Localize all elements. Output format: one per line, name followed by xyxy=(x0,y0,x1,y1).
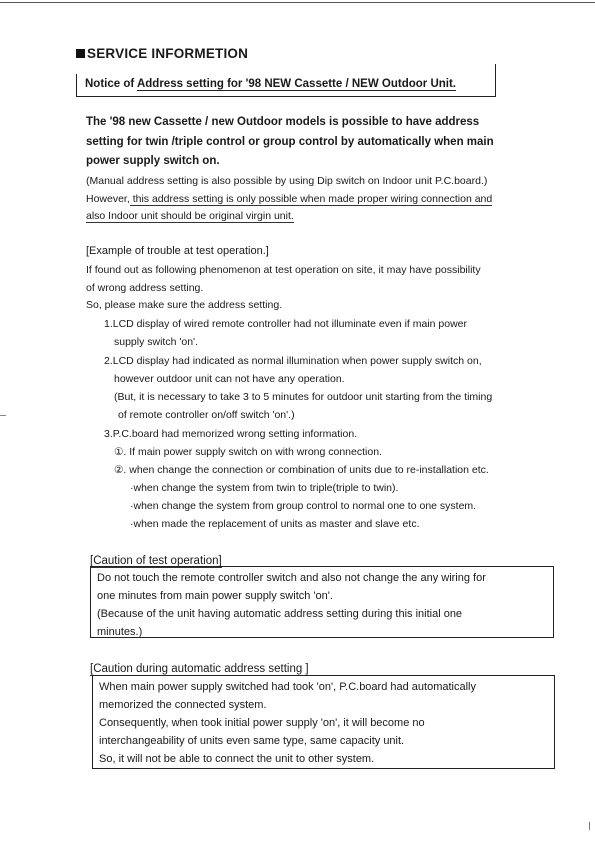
item-2-line-1: 2.LCD display had indicated as normal illumination when power supply switch on, xyxy=(104,355,482,367)
item-3-dash-2: ·when change the system from group control to normal one to one system. xyxy=(130,500,477,512)
notice-underlined: Address setting for '98 NEW Cassette / NEW Outdoor Unit. xyxy=(136,78,456,90)
example-heading: [Example of trouble at test operation.] xyxy=(86,245,269,257)
example-intro-2: of wrong address setting. xyxy=(86,282,204,294)
however-prefix: However, xyxy=(86,193,130,205)
item-3-sub-1: ①. If main power supply switch on with wrong connection. xyxy=(114,446,382,458)
caution-1-line-4: minutes.) xyxy=(97,626,143,638)
section-title xyxy=(76,46,248,61)
however-line-2-text: also Indoor unit should be original virgin unit. xyxy=(86,210,294,222)
example-intro-1: If found out as following phenomenon at test operation on site, it may have possibility xyxy=(86,264,481,276)
lead-line-1: The '98 new Cassette / new Outdoor models is possible to have address xyxy=(86,116,480,128)
however-underlined: this address setting is only possible when made proper wiring connection and xyxy=(129,193,493,205)
caution-1-line-2: one minutes from main power supply switch 'on'. xyxy=(97,590,333,602)
caution-2-line-2: memorized the connected system. xyxy=(99,699,267,711)
caution-2-heading: [Caution during automatic address setting ] xyxy=(90,663,309,675)
lead-line-3: power supply switch on. xyxy=(86,155,220,167)
item-3-dash-3: ·when made the replacement of units as master and slave etc. xyxy=(130,518,420,530)
item-3-sub-2: ②. when change the connection or combination of units due to re-installation etc. xyxy=(114,464,489,476)
caution-1-heading: [Caution of test operation] xyxy=(90,555,222,567)
item-2-line-4: of remote controller on/off switch 'on'.) xyxy=(118,409,295,421)
item-2-line-3: (But, it is necessary to take 3 to 5 minutes for outdoor unit starting from the timing xyxy=(114,391,493,403)
notice-prefix: Notice of xyxy=(85,78,137,90)
top-rule xyxy=(0,2,595,3)
square-bullet-icon xyxy=(76,49,85,58)
caution-1-box xyxy=(90,566,554,638)
lead-line-2: setting for twin /triple control or group control by automatically when main xyxy=(86,135,494,148)
caution-2-line-4: interchangeability of units even same type, same capacity unit. xyxy=(99,735,405,747)
corner-mark xyxy=(589,822,594,830)
notice-box-tick xyxy=(495,64,496,74)
caution-2-line-1: When main power supply switched had took 'on', P.C.board had automatically xyxy=(99,681,476,693)
item-3-line-1: 3.P.C.board had memorized wrong setting information. xyxy=(104,428,358,440)
item-2-line-2: however outdoor unit can not have any operation. xyxy=(114,373,345,385)
item-1-line-2: supply switch 'on'. xyxy=(114,336,198,348)
item-3-dash-1: ·when change the system from twin to triple(triple to twin). xyxy=(130,482,399,494)
caution-2-box xyxy=(92,675,555,769)
however-line-2 xyxy=(86,209,294,223)
example-intro-3: So, please make sure the address setting. xyxy=(86,299,283,311)
margin-mark xyxy=(0,415,6,416)
lead-paragraph xyxy=(86,113,536,172)
manual-note: (Manual address setting is also possible by using Dip switch on Indoor unit P.C.board.) xyxy=(86,175,488,187)
notice-title xyxy=(85,78,456,90)
caution-2-line-3: Consequently, when took initial power supply 'on', it will become no xyxy=(99,717,425,729)
section-title-text: SERVICE INFORMETION xyxy=(87,46,249,61)
caution-2-line-5: So, it will not be able to connect the unit to other system. xyxy=(99,753,375,765)
caution-1-line-1: Do not touch the remote controller switch and also not change the any wiring for xyxy=(97,572,486,584)
item-1-line-1: 1.LCD display of wired remote controller had not illuminate even if main power xyxy=(104,318,468,330)
however-line-1 xyxy=(86,192,492,206)
notice-box xyxy=(76,74,496,97)
caution-1-line-3: (Because of the unit having automatic address setting during this initial one xyxy=(97,608,463,620)
